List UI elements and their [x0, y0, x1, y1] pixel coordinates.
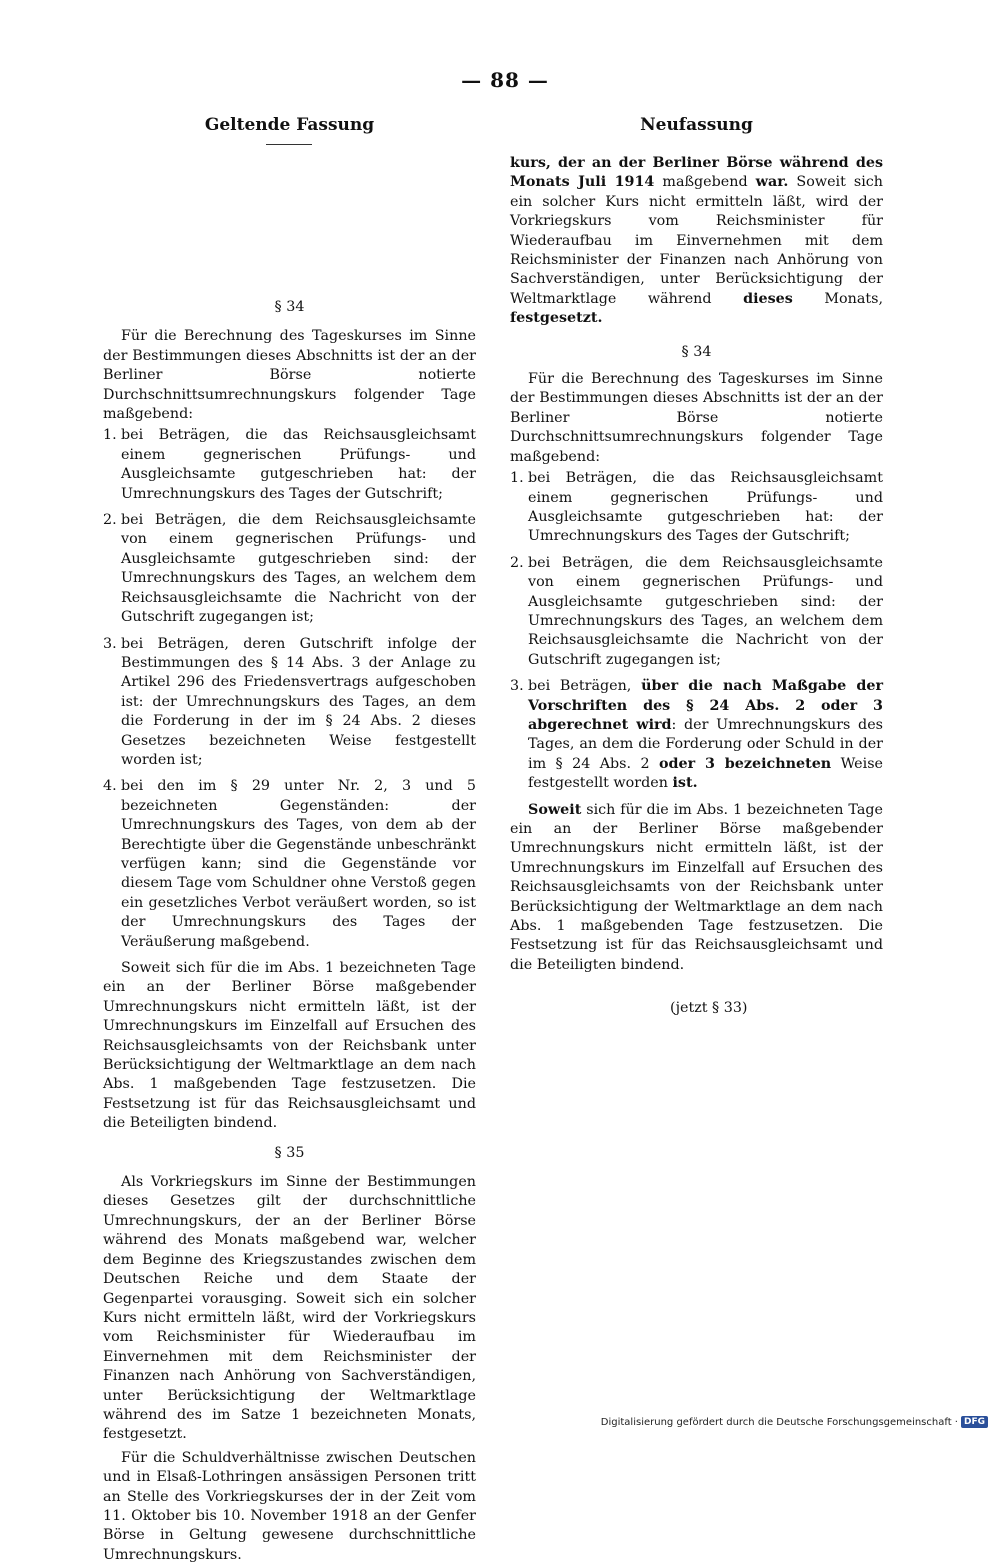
list-item: [103, 426, 476, 504]
left-column-heading: Geltende Fassung: [204, 115, 375, 135]
section-34-items-left: [103, 426, 476, 952]
right-column: [510, 154, 883, 975]
list-item: [103, 511, 476, 627]
item-text: bei Beträgen, deren Gutschrift infolge der Bestimmungen des § 14 Abs. 3 der Anlage zu Artikel 296 des Friedensvertrags aufgeschoben ist: der Umrechnungskurs des Tages, an dem die Forderung in der im § 24 Abs. 2 dieses Gesetzes bezeichneten Weise festgestellt worden ist;: [121, 635, 476, 768]
section-35-paragraph-2: Für die Schuldverhältnisse zwischen Deutschen und in Elsaß-Lothringen ansässigen Personen tritt an Stelle des Vorkriegskurses der in der Zeit vom 11. Oktober bis 10. November 1918 an der Genfer Börse in Geltung gewesene durchschnittliche Umrechnungskurs.: [103, 1449, 476, 1563]
section-34-title-left: § 34: [274, 299, 305, 315]
text: maßgebend: [654, 174, 756, 191]
item-text: bei den im § 29 unter Nr. 2, 3 und 5 bezeichneten Gegenständen: der Umrechnungskurs des Tages, von dem ab der Berechtigte über die Gegenstände unbeschränkt verfügen kann; sind die Gegenstände vor diesem Tage vom Schuldner ohne Verstoß gegen ein gesetzliches Verbot veräußert worden, so ist der Umrechnungskurs des Tages der Veräußerung maßgebend.: [121, 778, 476, 950]
item-number: 3.: [103, 635, 117, 652]
list-item: [510, 554, 883, 670]
section-35-paragraph-1: Als Vorkriegskurs im Sinne der Bestimmungen dieses Gesetzes gilt der durchschnittliche Umrechnungskurs, der an der Berliner Börse während des Monats maßgebend war, welcher dem Beginne des Kriegszustandes zwischen dem Deutschen Reiche und dem Staate der Gegenpartei vorausging. Soweit sich ein solcher Kurs nicht ermitteln läßt, wird der Vorkriegskurs vom Reichsminister für Wiederaufbau im Einvernehmen mit dem Reichsminister der Finanzen nach Anhörung von Sachverständigen, unter Berücksichtigung der Weltmarktlage während des im Satze 1 bezeichneten Monats, festgesetzt.: [103, 1174, 476, 1443]
text-bold: Juli 1914: [578, 174, 655, 191]
text: Monats,: [792, 290, 883, 307]
footer: [601, 1416, 988, 1428]
item-number: 1.: [103, 427, 117, 444]
item-number: 2.: [103, 512, 117, 529]
text-bold: ist.: [672, 775, 698, 792]
item-text: : der Umrechnungskurs des Tages, an dem die Forderung oder Schuld in der im § 24 Abs. 2: [528, 716, 884, 772]
footer-text: Digitalisierung gefördert durch die Deutsche Forschungsgemeinschaft ·: [600, 1416, 958, 1428]
section-34-closing-left: Soweit sich für die im Abs. 1 bezeichneten Tage ein an der Berliner Börse maßgebender Umrechnungskurs nicht ermitteln läßt, ist der Umrechnungskurs im Einzelfall auf Ersuchen des Reichsausgleichsamts von der Reichsbank unter Berücksichtigung der Weltmarktlage an dem nach Abs. 1 maßgebenden Tage festzusetzen. Die Festsetzung ist für das Reichsausgleichsamt und die Beteiligten bindend.: [103, 960, 476, 1132]
item-number: 2.: [510, 554, 524, 571]
page-number: — 88 —: [461, 68, 549, 92]
dfg-logo-icon: DFG: [961, 1416, 988, 1428]
text-bold: Soweit: [528, 801, 582, 818]
list-item: [510, 677, 883, 793]
item-text: bei Beträgen,: [528, 678, 642, 695]
text-bold: kurs, der an der Berliner Börse während des Monats: [510, 155, 883, 191]
item-number: 3.: [510, 678, 524, 695]
text-bold: festgesetzt.: [510, 310, 603, 327]
left-heading-rule: [266, 144, 312, 145]
item-text: Weise festgestellt worden: [528, 755, 883, 792]
right-column-heading: Neufassung: [640, 115, 753, 135]
list-item: [103, 777, 476, 952]
section-34-intro-right: Für die Berechnung des Tageskurses im Sinne der Bestimmungen dieses Abschnitts ist der an der Berliner Börse notierte Durchschnittsumrechnungskurs folgender Tage maßgebend:: [510, 371, 883, 465]
section-34-items-right: [510, 469, 883, 794]
item-number: 4.: [103, 778, 117, 795]
list-item: [103, 635, 476, 771]
section-34-title-right: § 34: [681, 343, 712, 360]
text: Soweit sich ein solcher Kurs nicht ermitteln läßt, wird der Vorkriegskurs vom Reichsminister für Wiederaufbau im Einvernehmen mit dem Reichsminister der Finanzen nach Anhörung von Sachverständigen, unter Berücksichtigung der Weltmarktlage während: [510, 174, 883, 307]
item-text: bei Beträgen, die das Reichsausgleichsamt einem gegnerischen Prüfungs- und Ausgleichsamte gutgeschrieben hat: der Umrechnungskurs des Tages der Gutschrift;: [528, 470, 883, 545]
section-34-closing-right: [510, 801, 883, 976]
list-item: [510, 469, 883, 547]
text-bold: über die nach Maßgabe der Vorschriften des § 24 Abs. 2 oder 3 abgerechnet wird: [528, 678, 883, 733]
item-text: bei Beträgen, die dem Reichsausgleichsamte von einem gegnerischen Prüfungs- und Ausgleichsamte gutgeschrieben sind: der Umrechnungskurs des Tages, an welchem dem Reichsausgleichsamte die Nachricht von der Gutschrift zugegangen ist;: [528, 554, 883, 668]
text-bold: war.: [755, 174, 789, 191]
right-top-paragraph: [510, 154, 883, 329]
text: sich für die im Abs. 1 bezeichneten Tage ein an der Berliner Börse maßgebender Umrechnungskurs nicht ermitteln läßt, ist der Umrechnungskurs im Einzelfall auf Ersuchen des Reichsausgleichsamts von der Reichsbank unter Berücksichtigung der Weltmarktlage an dem nach Abs. 1 maßgebenden Tage festzusetzen. Die Festsetzung ist für das Reichsausgleichsamt und die Beteiligten bindend.: [510, 801, 883, 973]
item-text: bei Beträgen, die dem Reichsausgleichsamte von einem gegnerischen Prüfungs- und Ausgleichsamte gutgeschrieben sind: der Umrechnungskurs des Tages, an welchem dem Reichsausgleichsamte die Nachricht von der Gutschrift zugegangen ist;: [121, 512, 476, 626]
item-number: 1.: [510, 470, 524, 487]
now-section-note: (jetzt § 33): [670, 1000, 748, 1016]
section-34-intro-left: Für die Berechnung des Tageskurses im Sinne der Bestimmungen dieses Abschnitts ist der an der Berliner Börse notierte Durchschnittsumrechnungskurs folgender Tage maßgebend:: [103, 328, 476, 423]
text-bold: dieses: [743, 290, 793, 307]
item-text: bei Beträgen, die das Reichsausgleichsamt einem gegnerischen Prüfungs- und Ausgleichsamte gutgeschrieben hat: der Umrechnungskurs des Tages der Gutschrift;: [121, 427, 476, 502]
left-column: [103, 298, 476, 1565]
text-bold: oder 3 bezeichneten: [658, 755, 832, 772]
section-35-title: § 35: [274, 1144, 305, 1161]
